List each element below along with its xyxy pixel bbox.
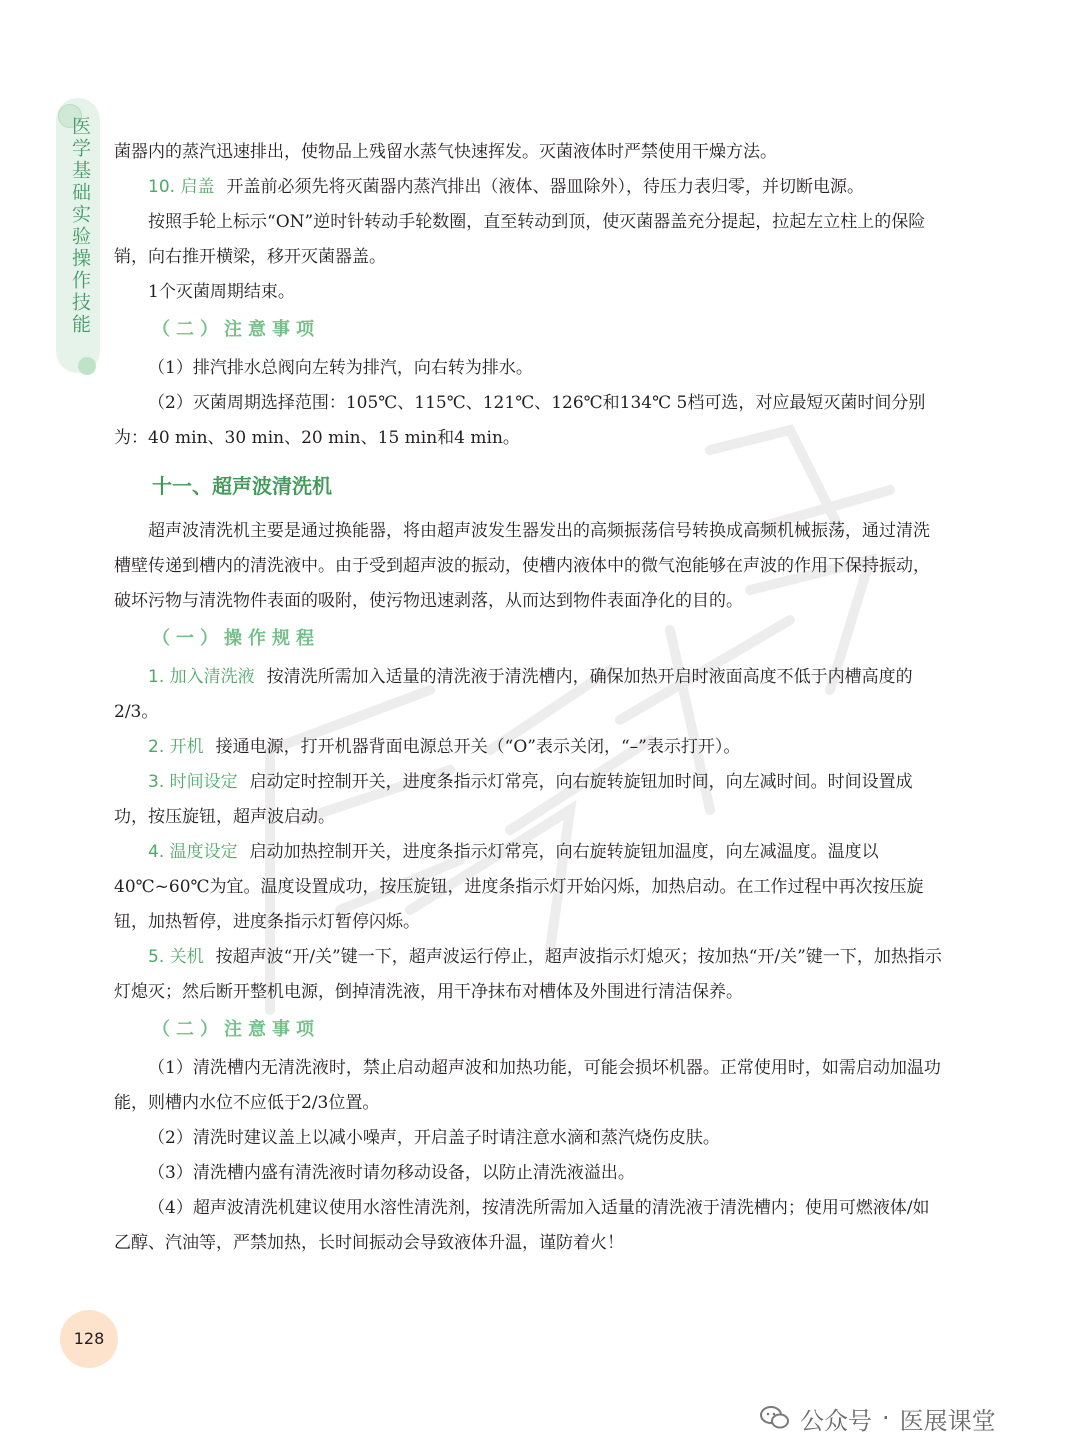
note-ultrasonic: （1）清洗槽内无清洗液时，禁止启动超声波和加热功能，可能会损坏机器。正常使用时，如需启动加温功能，则槽内水位不应低于2/3位置。 [114,1058,941,1113]
procedure-step-label: 2. 开机 [148,737,204,757]
page-number: 128 [73,1329,105,1348]
procedure-step [114,730,944,765]
procedure-step-label: 4. 温度设定 [148,842,238,862]
notes-heading-autoclave: （二）注意事项 [152,319,320,340]
section-title-ultrasonic-cleaner: 十一、超声波清洗机 [152,474,332,498]
procedure-heading: （一）操作规程 [152,628,320,649]
procedure-step [114,660,944,730]
note-autoclave-2: （2）灭菌周期选择范围：105℃、115℃、121℃、126℃和134℃ 5档可选，对应最短灭菌时间分别为：40 min、30 min、20 min、15 min和4 min。 [114,393,926,448]
page-content [114,135,944,1261]
step-10-open-lid [114,170,944,205]
procedure-step [114,940,944,1010]
step-10-text: 开盖前必须先将灭菌器内蒸汽排出（液体、器皿除外），待压力表归零，并切断电源。 [226,177,864,197]
footer-platform: 公众号 [800,1406,872,1435]
paragraph-handwheel: 按照手轮上标示“ON”逆时针转动手轮数圈，直至转动到顶，使灭菌器盖充分提起，拉起左立柱上的保险销，向右推开横梁，移开灭菌器盖。 [114,212,926,267]
footer-separator: · [882,1404,890,1432]
footer-account: 医展课堂 [899,1406,996,1435]
side-tab-bottom-circle [78,357,96,375]
procedure-step-text: 按超声波“开/关”键一下，超声波运行停止，超声波指示灯熄灭；按加热“开/关”键一下，加热指示灯熄灭；然后断开整机电源，倒掉清洗液，用干净抹布对槽体及外围进行清洁保养。 [114,947,942,1002]
procedure-step-label: 1. 加入清洗液 [148,667,255,687]
notes-heading-ultrasonic: （二）注意事项 [152,1019,320,1040]
procedure-step-label: 3. 时间设定 [148,772,238,792]
note-autoclave-1: （1）排汽排水总阀向左转为排汽，向右转为排水。 [148,358,533,378]
procedure-step [114,835,944,940]
note-ultrasonic: （4）超声波清洗机建议使用水溶性清洗剂，按清洗所需加入适量的清洗液于清洗槽内；使用可燃液体/如乙醇、汽油等，严禁加热，长时间振动会导致液体升温，谨防着火！ [114,1198,930,1253]
procedure-step [114,765,944,835]
procedure-step-text: 启动定时控制开关，进度条指示灯常亮，向右旋转旋钮加时间，向左减时间。时间设置成功，按压旋钮，超声波启动。 [114,772,913,827]
procedure-step-text: 接通电源，打开机器背面电源总开关（“O”表示关闭，“–”表示打开）。 [215,737,741,757]
wechat-icon [760,1405,790,1431]
note-ultrasonic: （2）清洗时建议盖上以减小噪声，开启盖子时请注意水滴和蒸汽烧伤皮肤。 [148,1128,720,1148]
paragraph-continuation: 菌器内的蒸汽迅速排出，使物品上残留水蒸气快速挥发。灭菌液体时严禁使用干燥方法。 [114,142,777,162]
footer-brand [760,1398,1060,1438]
ultrasonic-intro: 超声波清洗机主要是通过换能器，将由超声波发生器发出的高频振荡信号转换成高频机械振荡，通过清洗槽壁传递到槽内的清洗液中。由于受到超声波的振动，使槽内液体中的微气泡能够在声波的作用下保持振动，破坏污物与清洗物件表面的吸附，使污物迅速剥落，从而达到物件表面净化的目的。 [114,521,930,611]
step-10-label: 10. 启盖 [148,177,215,197]
procedure-step-text: 启动加热控制开关，进度条指示灯常亮，向右旋转旋钮加温度，向左减温度。温度以40℃~60℃为宜。温度设置成功，按压旋钮，进度条指示灯开始闪烁，加热启动。在工作过程中再次按压旋钮，加热暂停，进度条指示灯暂停闪烁。 [114,842,924,932]
side-tab-title: 医学基础实验操作技能 [69,116,91,336]
note-ultrasonic: （3）清洗槽内盛有清洗液时请勿移动设备，以防止清洗液溢出。 [148,1163,635,1183]
procedure-step-text: 按清洗所需加入适量的清洗液于清洗槽内，确保加热开启时液面高度不低于内槽高度的2/3。 [114,667,913,722]
paragraph-cycle-end: 1个灭菌周期结束。 [148,282,295,302]
procedure-step-label: 5. 关机 [148,947,204,967]
